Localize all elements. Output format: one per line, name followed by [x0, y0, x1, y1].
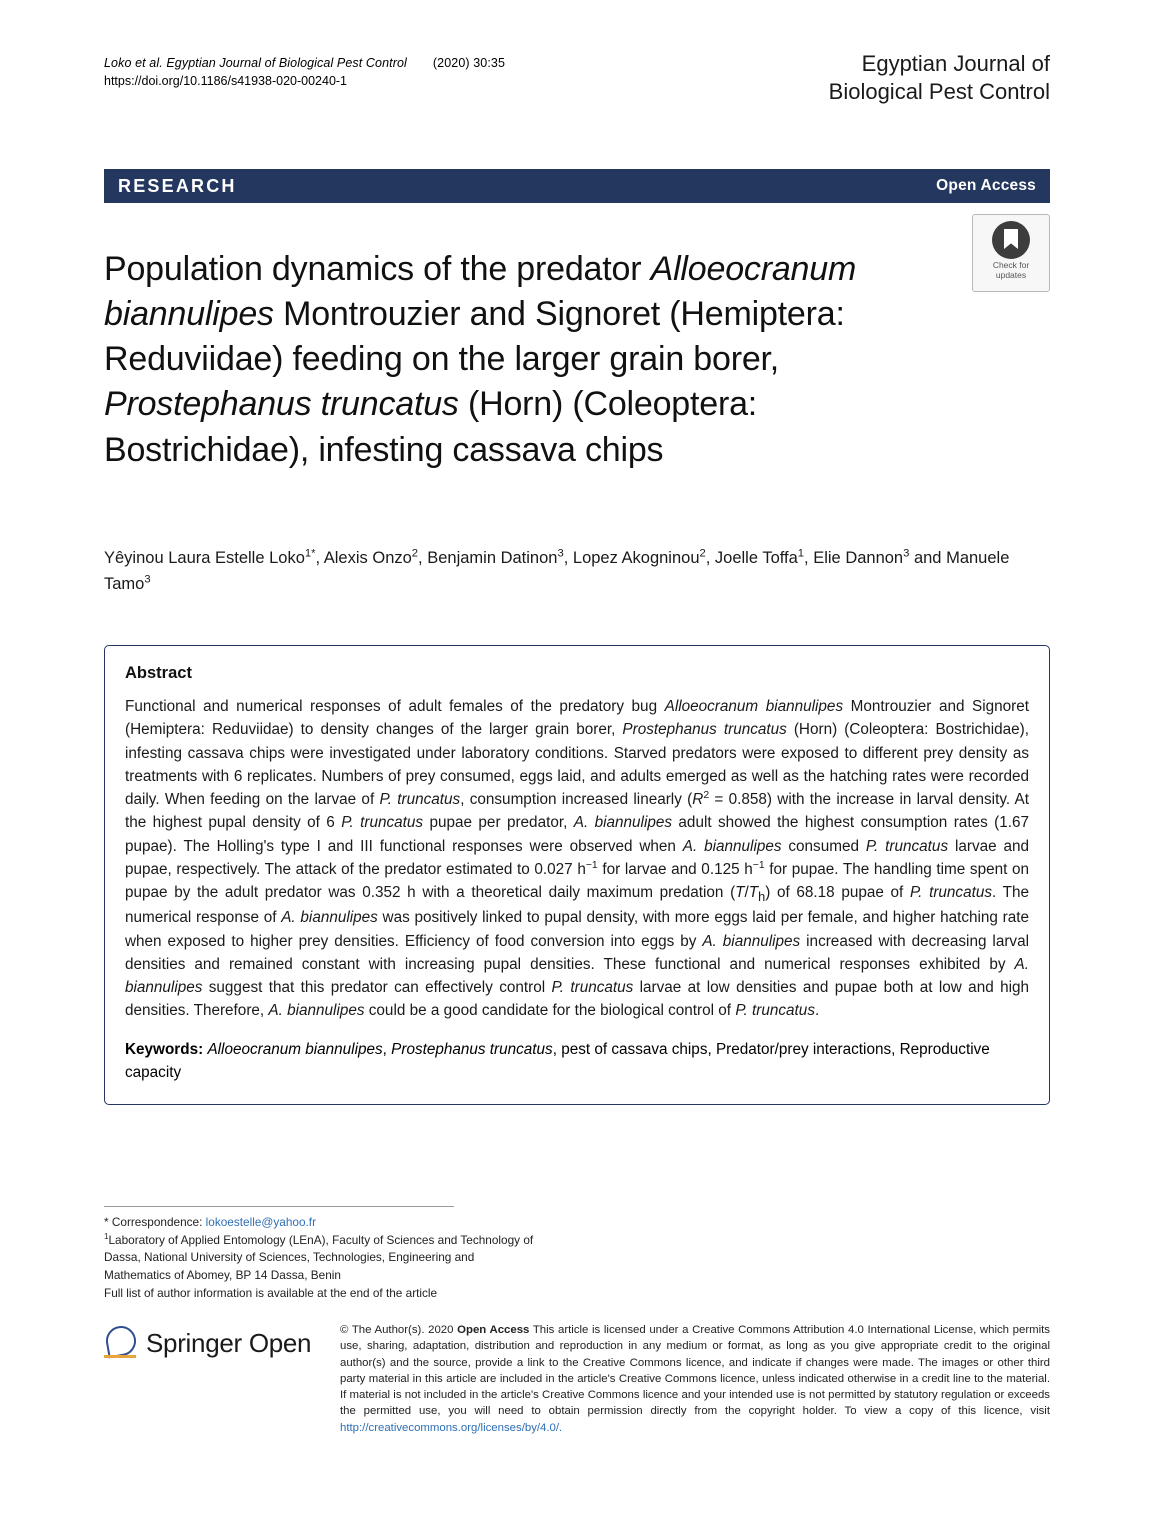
- abstract-box: [104, 645, 1050, 1105]
- running-head: [104, 56, 724, 88]
- crossmark-line1: Check for: [992, 260, 1030, 270]
- publisher-wordmark: [146, 1328, 311, 1359]
- license-text: [340, 1322, 1050, 1436]
- crossmark-icon: [992, 221, 1030, 259]
- article-type-bar: [104, 169, 1050, 203]
- open-access-label: Open Access: [936, 177, 1036, 194]
- footnotes: [104, 1214, 534, 1302]
- license-open-access: Open Access: [457, 1324, 530, 1336]
- affiliation-line: $^1$Laboratory of Applied Entomology (LEnA), Faculty of Sciences and Technology of Dassa, National University of Sciences, Technologies, Engineering and Mathematics of Abomey, BP 14 Dassa, Benin: [104, 1231, 534, 1283]
- abstract-body: Functional and numerical responses of adult females of the predatory bug Alloeocranum biannulipes Montrouzier and Signoret (Hemiptera: Reduviidae) to density changes of the larger grain borer, Prostephanus truncatus (Horn) (Coleoptera: Bostrichidae), infesting cassava chips were investigated under laboratory conditions. Starved predators were exposed to different prey density as treatments with 6 replicates. Numbers of prey consumed, eggs laid, and adults emerged as well as the hatching rates were recorded daily. When feeding on the larvae of P. truncatus, consumption increased linearly $(R^2 = 0.858)$ with the increase in larval density. At the highest pupal density of 6 P. truncatus pupae per predator, A. biannulipes adult showed the highest consumption rates (1.67 pupae). The Holling's type I and III functional responses were observed when A. biannulipes consumed P. truncatus larvae and pupae, respectively. The attack of the predator estimated to 0.027 $h^{-1}$ for larvae and 0.125 $h^{-1}$ for pupae. The handling time spent on pupae by the adult predator was 0.352 h with a theoretical daily maximum predation $(T/T_h)$ of 68.18 pupae of P. truncatus. The numerical response of A. biannulipes was positively linked to pupal density, with more eggs laid per female, and higher hatching rate when exposed to higher prey densities. Efficiency of food conversion into eggs by A. biannulipes increased with decreasing larval densities and remained constant with increasing pupal densities. These functional and numerical responses exhibited by A. biannulipes suggest that this predator can effectively control P. truncatus larvae at low densities and pupae both at low and high densities. Therefore, A. biannulipes could be a good candidate for the biological control of P. truncatus.: [125, 698, 1030, 1020]
- correspondence-email[interactable]: lokoestelle@yahoo.fr: [205, 1215, 316, 1229]
- keywords: Keywords: Alloeocranum biannulipes, Prostephanus truncatus, pest of cassava chips, Predator/prey interactions, Reproductive capacity: [125, 1040, 990, 1081]
- correspondence-label: * Correspondence:: [104, 1215, 203, 1229]
- publisher-wordmark-springer: Springer: [146, 1327, 242, 1358]
- running-head-doi: https://doi.org/10.1186/s41938-020-00240-1: [104, 74, 348, 88]
- journal-title-line1: Egyptian Journal of: [861, 51, 1050, 76]
- journal-title-line2: Biological Pest Control: [828, 78, 1050, 104]
- license-copyright: © The Author(s). 2020: [340, 1324, 454, 1336]
- footnote-divider: [104, 1206, 454, 1207]
- running-head-citation: Loko et al. Egyptian Journal of Biological Pest Control (2020) 30:35: [104, 56, 505, 70]
- crossmark-line2: updates: [995, 269, 1027, 280]
- license-body: This article is licensed under a Creative Commons Attribution 4.0 International License, which permits use, sharing, adaptation, distribution and reproduction in any medium or format, as long as you give appropriate credit to the original author(s) and the source, provide a link to the Creative Commons licence, and indicate if changes were made. The images or other third party material in this article are included in the article's Creative Commons licence, unless indicated otherwise in a credit line to the material. If material is not included in the article's Creative Commons licence and your intended use is not permitted by statutory regulation or exceeds the permitted use, you will need to obtain permission directly from the copyright holder. To view a copy of this licence, visit: [340, 1324, 1051, 1418]
- full-author-list-note: Full list of author information is available at the end of the article: [104, 1285, 438, 1300]
- keywords-label: Keywords:: [125, 1040, 204, 1058]
- page-title: Population dynamics of the predator Alloeocranum biannulipes Montrouzier and Signoret (Hemiptera: Reduviidae) feeding on the larger grain borer, Prostephanus truncatus (Horn) (Coleoptera: Bostrichidae), infesting cassava chips: [104, 249, 857, 469]
- abstract-heading: Abstract: [125, 664, 192, 682]
- springer-leaf-icon: [104, 1326, 138, 1360]
- author-list: Yêyinou Laura Estelle Loko$^{1*}$, Alexis Onzo$^2$, Benjamin Datinon$^3$, Lopez Akogninou$^2$, Joelle Toffa$^1$, Elie Dannon$^3$ and Manuele Tamo$^3$: [104, 547, 1010, 594]
- correspondence-line: [104, 1214, 534, 1232]
- crossmark-badge[interactable]: [972, 214, 1050, 292]
- license-link[interactable]: http://creativecommons.org/licenses/by/4.0/.: [340, 1421, 563, 1434]
- publisher-logo: [104, 1326, 329, 1360]
- article-type-label: RESEARCH: [118, 175, 237, 196]
- journal-title: [829, 50, 1050, 105]
- running-head-volume: (2020) 30:35: [432, 56, 505, 70]
- publisher-wordmark-open: Open: [248, 1327, 312, 1358]
